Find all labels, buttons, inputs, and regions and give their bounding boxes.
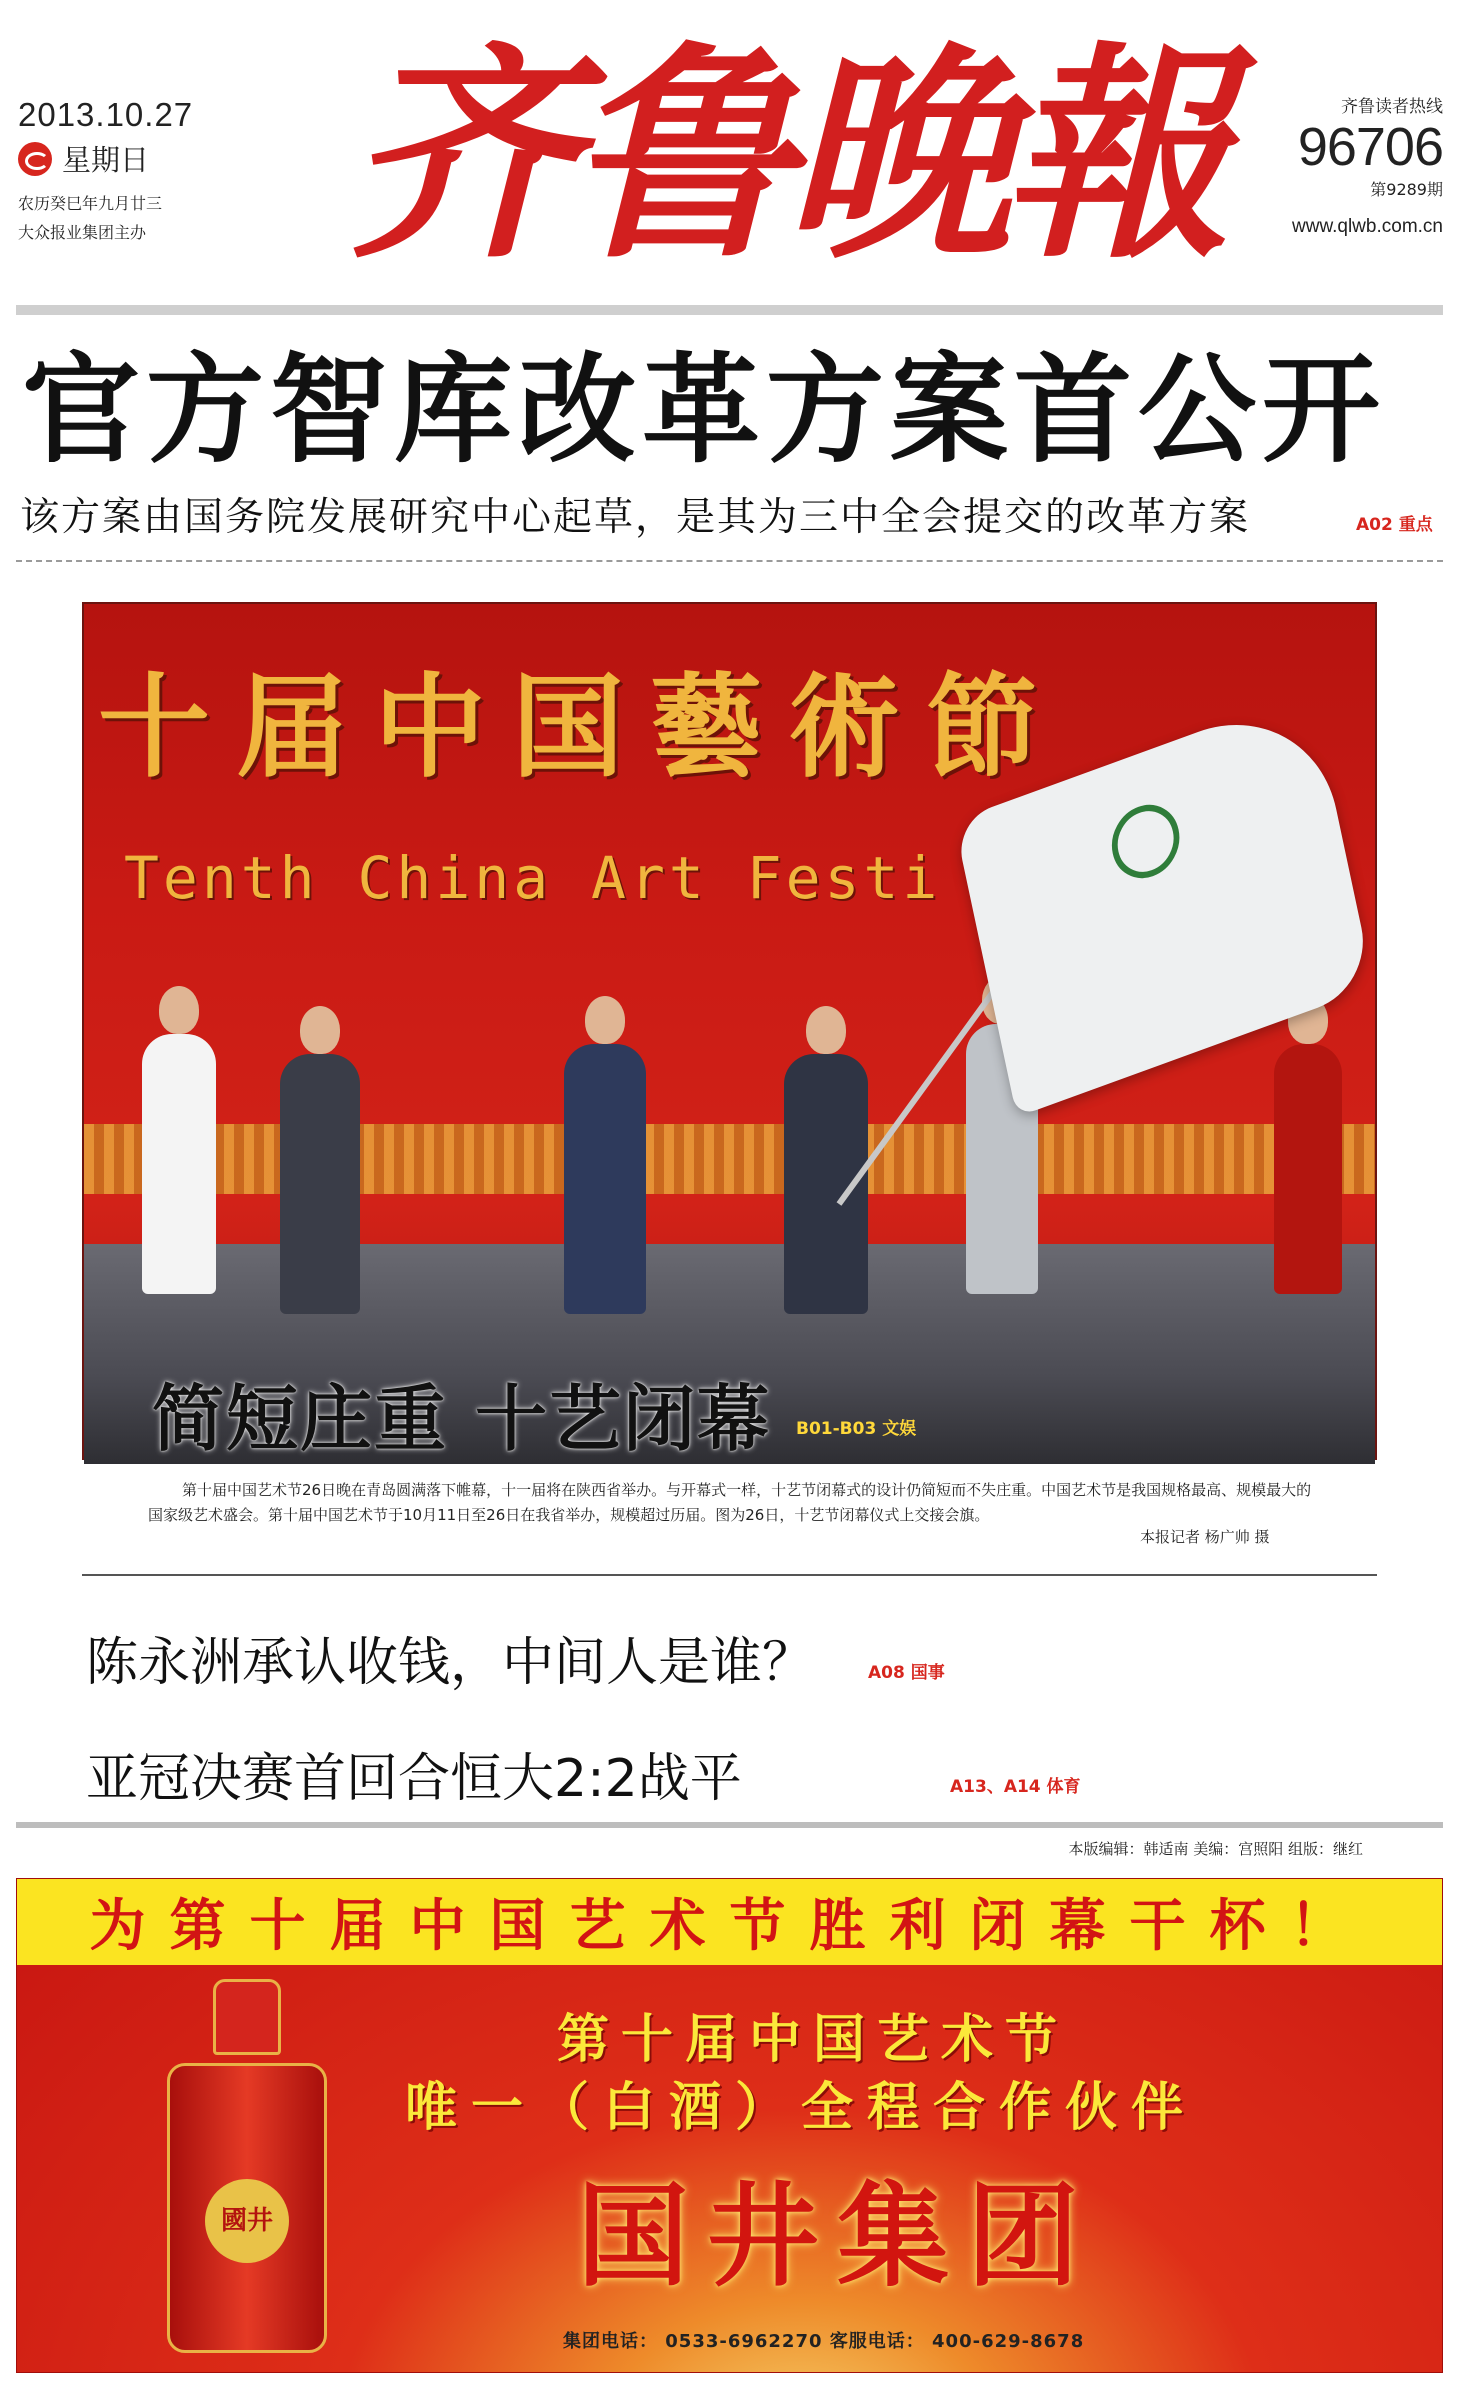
lead-subheadline: 该方案由国务院发展研究中心起草，是其为三中全会提交的改革方案	[20, 495, 1251, 540]
bottom-divider	[16, 1822, 1443, 1828]
masthead-divider	[16, 305, 1443, 315]
person-figure	[142, 1034, 216, 1294]
person-figure	[564, 1044, 646, 1314]
dashed-divider	[16, 560, 1443, 562]
hostess-figure	[1274, 1044, 1342, 1294]
ad-phone-numbers: 集团电话： 0533-6962270 客服电话： 400-629-8678	[563, 2331, 1085, 2352]
festival-emblem-icon	[1105, 795, 1185, 888]
publisher: 大众报业集团主办	[18, 223, 147, 242]
lead-page-reference[interactable]: A02 重点	[1356, 515, 1433, 535]
photo-credit: 本报记者 杨广帅 摄	[1140, 1528, 1270, 1546]
ad-tagline: 唯一（白酒）全程合作伙伴	[405, 2078, 1198, 2138]
section-divider	[82, 1574, 1377, 1576]
issue-number: 第9289期	[1370, 180, 1443, 199]
person-figure	[280, 1054, 360, 1314]
lead-photo[interactable]	[82, 602, 1377, 1460]
masthead-right	[1223, 92, 1443, 238]
ad-banner	[17, 1879, 1442, 1965]
weekday: 星期日	[62, 143, 150, 177]
news-page-reference[interactable]: A13、A14 体育	[950, 1777, 1081, 1797]
photo-page-reference[interactable]: B01-B03 文娱	[796, 1419, 917, 1439]
lunar-date: 农历癸巳年九月廿三	[18, 194, 163, 213]
newspaper-logo-icon	[18, 142, 52, 176]
news-headline[interactable]: 亚冠决赛首回合恒大2:2战平	[86, 1749, 742, 1809]
ad-brand: 国井集团	[577, 2172, 1097, 2302]
bottle-seal: 國井	[205, 2179, 289, 2263]
newspaper-title: 齐鲁晚報	[348, 21, 1220, 289]
news-page-reference[interactable]: A08 国事	[868, 1663, 945, 1683]
hotline-label: 齐鲁读者热线	[1341, 97, 1443, 117]
hotline-number: 96706	[1297, 117, 1443, 177]
photo-caption: 第十届中国艺术节26日晚在青岛圆满落下帷幕，十一届将在陕西省举办。与开幕式一样，十艺节闭幕式的设计仍简短而不失庄重。中国艺术节是我国规格最高、规模最大的国家级艺术盛会。第十届中国艺术节于10月11日至26日在我省举办，规模超过历届。图为26日，十艺节闭幕仪式上交接会旗。	[148, 1481, 1312, 1524]
liquor-bottle-icon	[167, 1979, 327, 2359]
photo-overlay-title[interactable]: 简短庄重 十艺闭幕	[152, 1377, 772, 1461]
festival-backdrop-chinese: 十届中国藝術節	[98, 662, 1064, 793]
issue-date: 2013.10.27	[18, 96, 194, 133]
masthead-left	[18, 96, 228, 243]
lead-headline[interactable]: 官方智库改革方案首公开	[22, 341, 1387, 479]
weekday-row	[18, 138, 228, 179]
ad-tagline: 第十届中国艺术节	[557, 2010, 1070, 2070]
festival-backdrop-english: Tenth China Art Festi	[124, 844, 942, 912]
stage-curtain	[84, 1124, 1375, 1194]
editor-credits: 本版编辑：韩适南 美编：宫照阳 组版：继红	[1068, 1840, 1363, 1858]
bottle-cap	[213, 1979, 281, 2055]
advertisement[interactable]	[16, 1878, 1443, 2373]
website-link[interactable]: www.qlwb.com.cn	[1292, 216, 1443, 237]
news-headline[interactable]: 陈永洲承认收钱，中间人是谁？	[86, 1633, 815, 1693]
ad-banner-text: 为第十届中国艺术节胜利闭幕干杯！	[89, 1894, 1370, 1959]
